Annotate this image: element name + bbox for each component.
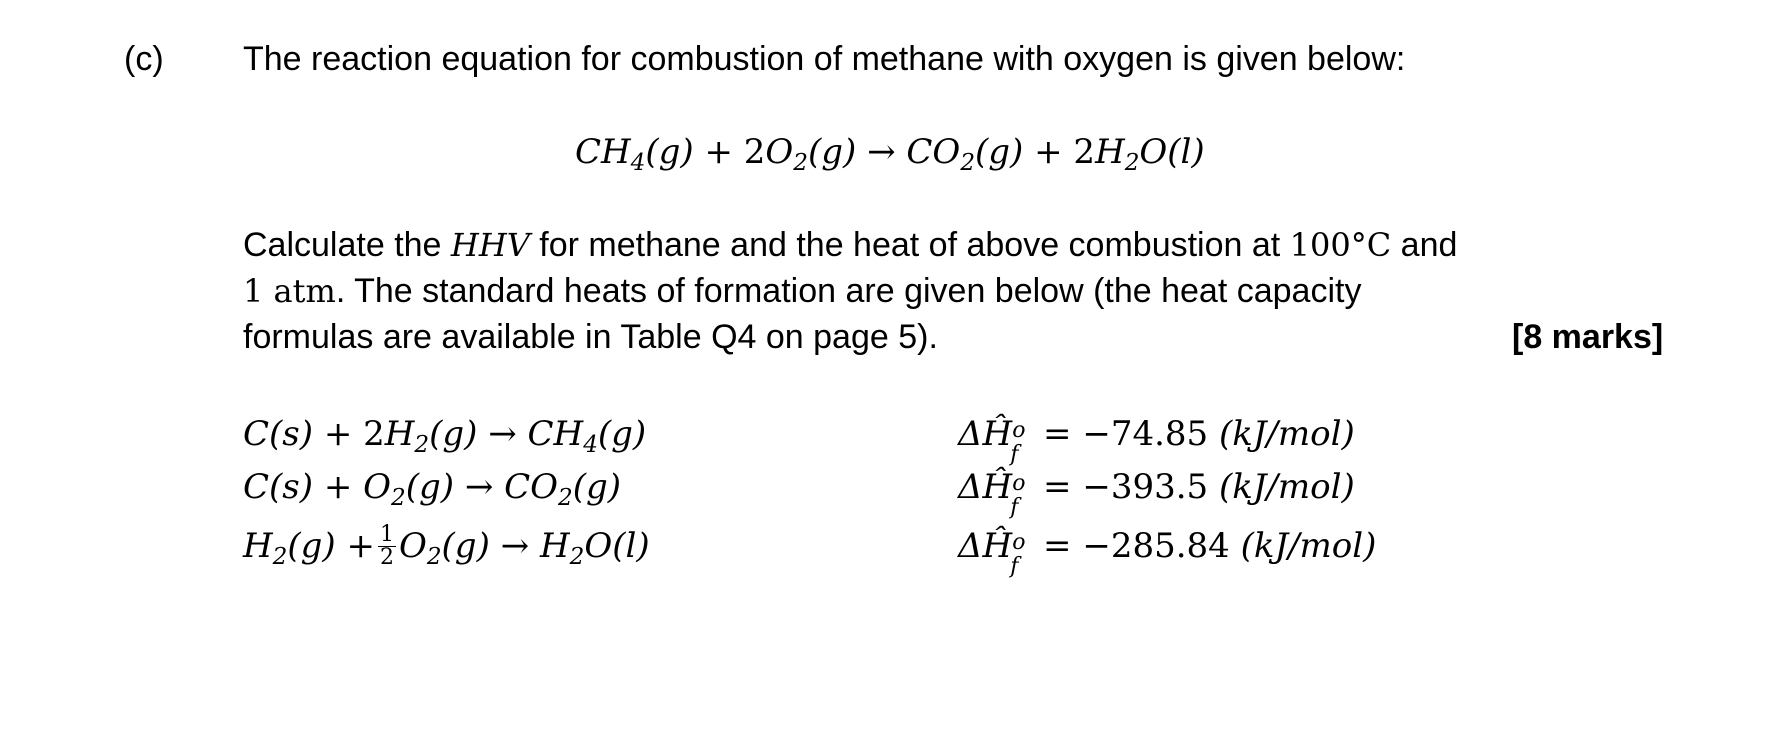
question-part-label: (c) <box>124 40 164 78</box>
hhv-symbol: HHV <box>450 226 530 264</box>
temperature-value: 100°C <box>1289 226 1392 264</box>
formation-reaction-water: $H_2(g)$ + $\frac{1}{2}$ $O_2(g) \to H_2O(l)$ <box>243 521 650 570</box>
calculation-instruction-line-1: Calculate the HHV for methane and the heat of above combustion at 100°C and <box>243 226 1458 264</box>
formation-reaction-methane: $C(s) + 2H_2(g) \to CH_4(g)$ <box>243 414 647 458</box>
heat-unit: (kJ/mol) <box>1218 414 1355 454</box>
marks-label: [8 marks] <box>1512 318 1664 356</box>
question-intro: The reaction equation for combustion of methane with oxygen is given below: <box>243 40 1406 78</box>
heat-value: −285.84 <box>1082 526 1230 566</box>
formation-reaction-carbon-dioxide: $C(s) + O_2(g) \to CO_2(g)$ <box>243 467 622 511</box>
heat-of-formation-methane: ΔĤ o f = −74.85 (kJ/mol) <box>958 408 1355 460</box>
delta-h-symbol: ΔĤ <box>958 526 1013 566</box>
calculation-instruction-line-3: formulas are available in Table Q4 on page 5). <box>243 318 938 356</box>
heat-unit: (kJ/mol) <box>1218 467 1355 507</box>
heat-value: −393.5 <box>1082 467 1209 507</box>
heat-of-formation-water: ΔĤ o f = −285.84 (kJ/mol) <box>958 520 1376 572</box>
delta-h-symbol: ΔĤ <box>958 414 1013 454</box>
delta-h-symbol: ΔĤ <box>958 467 1013 507</box>
heat-value: −74.85 <box>1082 414 1209 454</box>
combustion-equation: $CH_4(g) + 2O_2(g) \to CO_2(g) + 2H_2O(l)$ <box>575 132 1205 176</box>
heat-of-formation-carbon-dioxide: ΔĤ o f = −393.5 (kJ/mol) <box>958 461 1355 513</box>
calculation-instruction-line-2: 1 atm. The standard heats of formation are given below (the heat capacity <box>243 272 1362 310</box>
heat-unit: (kJ/mol) <box>1240 526 1377 566</box>
pressure-value: 1 atm <box>243 272 336 310</box>
